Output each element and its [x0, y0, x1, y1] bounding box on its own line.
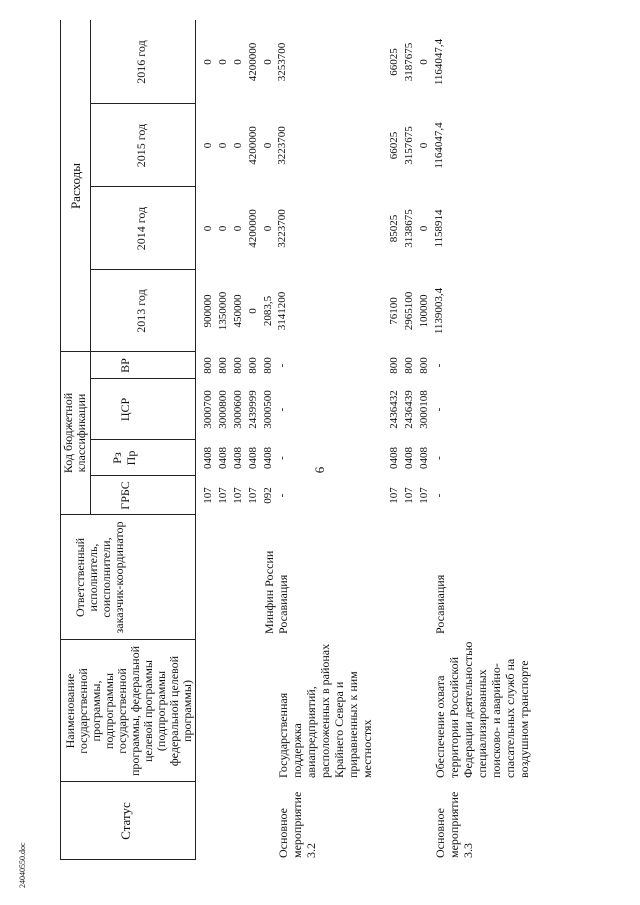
- minfin-label: Минфин России: [262, 550, 276, 634]
- page-number: 6: [312, 466, 327, 474]
- measure-3-2-summary-row: - - - - 3141200 3223700 3223700 3253700: [276, 42, 288, 498]
- table-row: 107 0408 3000800 800 1350000 0 0 0: [217, 59, 229, 504]
- header-grbs: ГРБС: [118, 481, 132, 510]
- table-row: 092 0408 3000500 800 2083,5 0 0 0: [262, 59, 274, 504]
- measure-3-3-status: Основное мероприятие 3.3: [433, 791, 475, 858]
- header-year-2016: 2016 год: [134, 40, 148, 84]
- footer-doc-code: 24040550.doc: [18, 842, 27, 888]
- measure-3-2-name: Государственная поддержка авиапредприятий, расположенных в районах Крайнего Севера и приравненных к ним местностях: [276, 643, 374, 778]
- header-year-2014: 2014 год: [134, 206, 148, 251]
- header-name: Наименование государственной программы, подпрограммы государственной программы, федеральной целевой программы (подпрограммы федеральной целевой программы): [63, 645, 194, 777]
- header-rzpr: Рз Пр: [110, 450, 138, 466]
- header-csr: ЦСР: [118, 397, 132, 422]
- measure-3-3-name: Обеспечение охвата территории Российской Федерации деятельностью специализированных поисково- и аварийно-спасательных служб на воздушном транспорте: [433, 641, 531, 778]
- table-row: 107 0408 3000700 800 900000 0 0 0: [202, 59, 214, 504]
- header-budget-code: Код бюджетной классификации: [61, 392, 88, 474]
- table-row: 107 0408 2436432 800 76100 85025 66025 66025: [388, 48, 400, 504]
- header-vr: ВР: [118, 358, 132, 373]
- measure-3-2-responsible: Росавиация: [276, 574, 290, 634]
- table-row: 107 0408 3000108 800 100000 0 0 0: [418, 59, 430, 504]
- measure-3-3-summary-row: - - - - 1139003,4 1158914 1164047,4 1164047,4: [433, 38, 445, 498]
- header-responsible: Ответственный исполнитель, соисполнители, заказчик-координатор: [73, 521, 126, 634]
- table-row: 107 0408 2436439 800 2965100 3138675 3157675 3187675: [403, 42, 415, 504]
- measure-3-2-status: Основное мероприятие 3.2: [276, 791, 318, 858]
- header-year-2013: 2013 год: [134, 289, 148, 333]
- rotated-table: [60, 20, 620, 860]
- table-row: 107 0408 3000600 800 450000 0 0 0: [232, 59, 244, 504]
- table-row: 107 0408 2439999 800 0 4200000 4200000 4200000: [247, 42, 259, 504]
- header-year-2015: 2015 год: [134, 123, 148, 168]
- header-status: Статус: [118, 802, 133, 840]
- measure-3-3-responsible: Росавиация: [433, 574, 447, 634]
- header-expenses: Расходы: [68, 162, 83, 210]
